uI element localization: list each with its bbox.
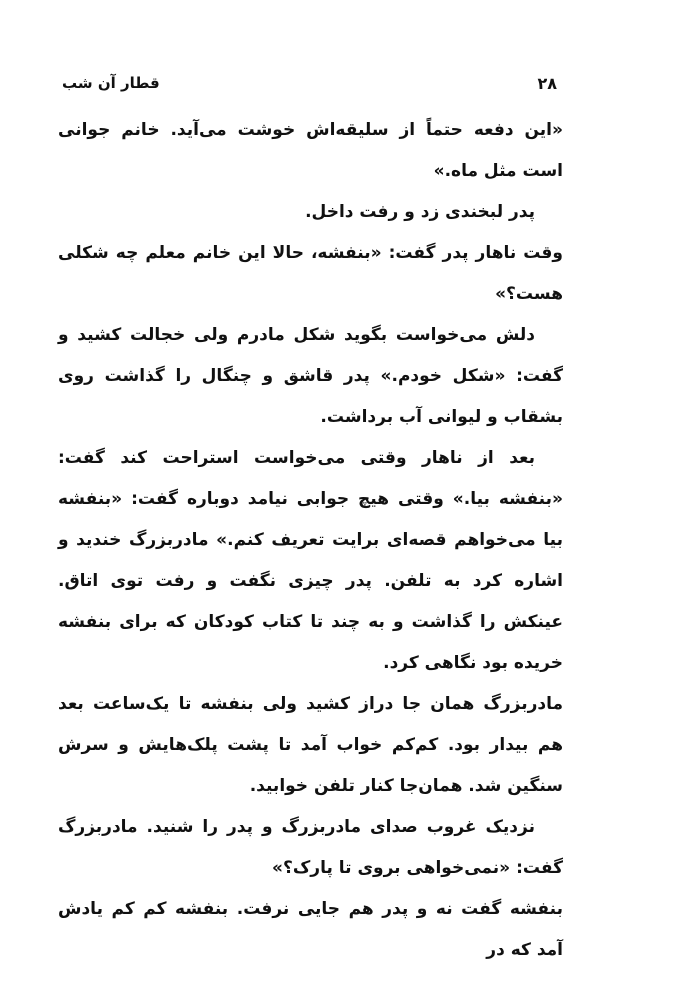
paragraph: مادربزرگ همان جا دراز کشید ولی بنفشه تا یک‌ساعت بعد هم بیدار بود. کم‌کم خواب آمد تا پشت پلک‌هایش و سرش سنگین شد. همان‌جا کنار تلفن خوابید. [58,694,563,796]
body-text [58,110,563,971]
paragraph: وقت ناهار پدر گفت: «بنفشه، حالا این خانم معلم چه شکلی هست؟» [58,243,563,304]
paragraph: بعد از ناهار وقتی می‌خواست استراحت کند گفت: «بنفشه بیا.» وقتی هیچ جوابی نیامد دوباره گفت: «بنفشه بیا می‌خواهم قصه‌ای برایت تعریف کنم.» مادربزرگ خندید و اشاره کرد به تلفن. پدر چیزی نگفت و رفت توی اتاق. عینکش را گذاشت و به چند تا کتاب کودکان که برای بنفشه خریده بود نگاهی کرد. [58,448,563,673]
paragraph: پدر لبخندی زد و رفت داخل. [305,202,535,222]
running-title: قطار آن شب [62,74,160,92]
page-number: ۲۸ [537,73,557,93]
page-header [62,70,557,96]
paragraph: بنفشه گفت نه و پدر هم جایی نرفت. بنفشه کم کم یادش آمد که در [58,899,563,960]
paragraph: نزدیک غروب صدای مادربزرگ و پدر را شنید. مادربزرگ گفت: «نمی‌خواهی بروی تا پارک؟» [58,817,563,878]
paragraph: دلش می‌خواست بگوید شکل مادرم ولی خجالت کشید و گفت: «شکل خودم.» پدر قاشق و چنگال را گذاشت روی بشقاب و لیوانی آب برداشت. [58,325,563,427]
paragraph: «این دفعه حتماً از سلیقه‌اش خوشت می‌آید. خانم جوانی است مثل ماه.» [58,120,563,181]
